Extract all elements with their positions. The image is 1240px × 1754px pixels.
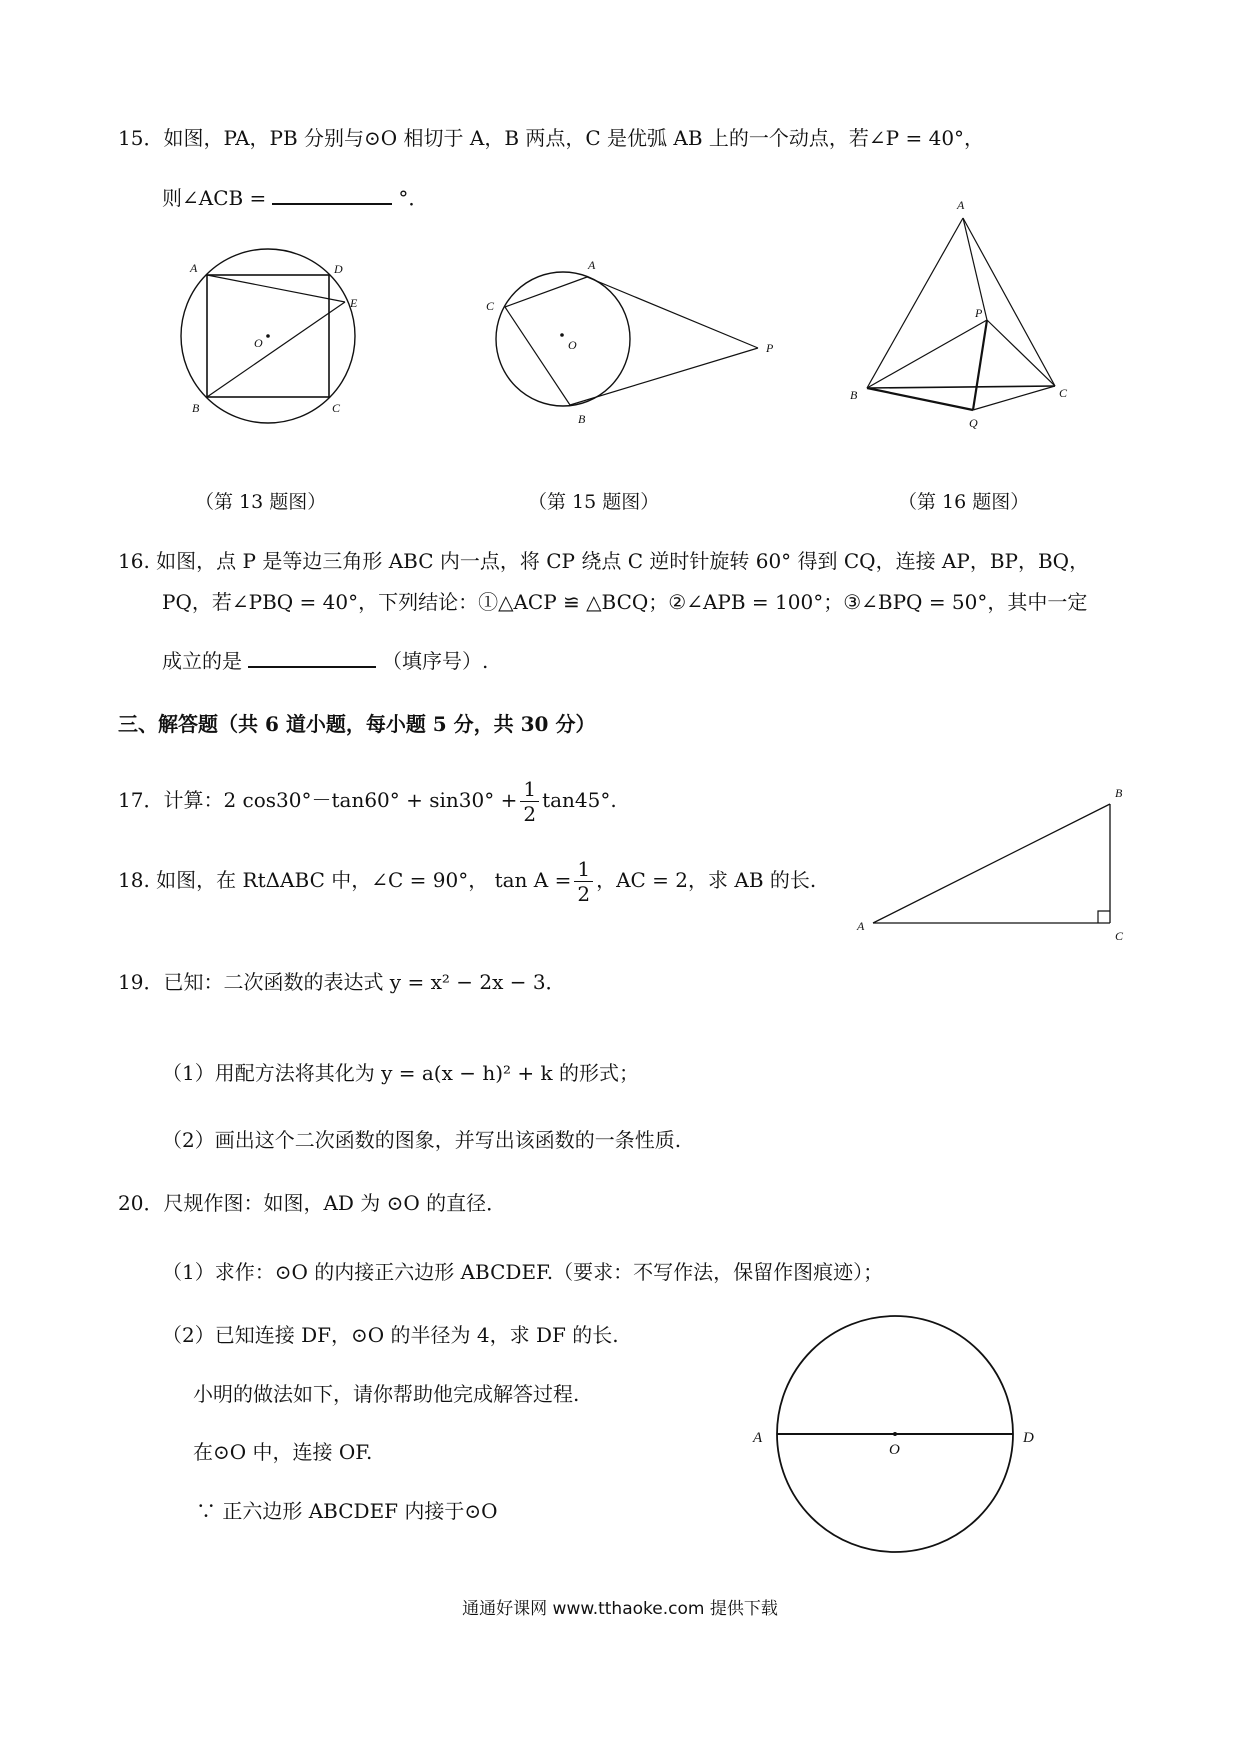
figure-16-diagram [845,195,1095,445]
caption-figure-16: （第 16 题图） [898,491,1030,513]
q16-line1: 16. 如图，点 P 是等边三角形 ABC 内一点，将 CP 绕点 C 逆时针旋转 60° 得到 CQ，连接 AP，BP，BQ， [118,549,1090,573]
caption-figure-15: （第 15 题图） [528,491,660,513]
q20-sub2: （2）已知连接 DF，⊙O 的半径为 4，求 DF 的长. [162,1323,619,1347]
fig20-label-a: A [753,1430,763,1446]
figure-15-diagram [480,255,780,435]
fig15-label-o: O [568,338,577,352]
fig16-label-p: P [975,306,983,320]
caption-figure-13: （第 13 题图） [195,491,327,513]
fig13-label-o: O [254,336,263,350]
figure-18-triangle [855,780,1155,950]
section-three-heading: 三、解答题（共 6 道小题，每小题 5 分，共 30 分） [118,712,596,736]
q20-para3: ∵ 正六边形 ABCDEF 内接于⊙O [196,1499,498,1523]
fig15-label-a: A [588,258,596,272]
q17-prefix: 17．计算：2 cos30°－tan60° + sin30° + [118,788,518,812]
q17-fraction-denominator: 2 [523,802,537,826]
fig20-label-d: D [1023,1430,1034,1446]
q18-line [118,850,816,910]
fig15-label-p: P [766,341,774,355]
fig16-label-a: A [957,198,965,212]
q18-fraction [574,857,593,906]
fig16-label-c: C [1059,386,1068,400]
fig13-label-a: A [190,261,198,275]
q16-line3-prefix: 成立的是 [162,649,242,673]
answer-blank-q16[interactable] [248,644,376,668]
q18-suffix: ，AC = 2，求 AB 的长. [596,868,817,892]
fig18-label-c: C [1115,929,1124,943]
q15-line2 [162,181,428,212]
figure-13-diagram [170,240,370,440]
q19-sub1: （1）用配方法将其化为 y = a(x − h)² + k 的形式； [162,1061,639,1085]
q19-sub2: （2）画出这个二次函数的图象，并写出该函数的一条性质. [162,1128,682,1152]
fig18-label-b: B [1115,786,1123,800]
fig13-label-e: E [350,296,358,310]
figure-20-circle [745,1308,1065,1568]
q15-line1: 15．如图，PA，PB 分别与⊙O 相切于 A，B 两点，C 是优弧 AB 上的一个动点，若∠P = 40°， [118,126,985,150]
fig16-label-q: Q [969,416,978,430]
q16-line3 [162,644,488,675]
fig13-label-c: C [332,401,341,415]
q19-line1: 19．已知：二次函数的表达式 y = x² − 2x − 3． [118,970,566,994]
page-footer: 通通好课网 www.tthaoke.com 提供下载 [462,1599,778,1619]
q18-prefix: 18. 如图，在 RtΔABC 中，∠C = 90°， tan A = [118,868,572,892]
q15-line2-suffix: °． [398,186,429,210]
q18-fraction-numerator: 1 [574,857,593,882]
q16-line2: PQ，若∠PBQ = 40°，下列结论：①△ACP ≌ △BCQ；②∠APB = 100°；③∠BPQ = 50°，其中一定 [162,590,1088,614]
fig16-label-b: B [850,388,858,402]
fig15-label-b: B [578,412,586,426]
fig13-label-d: D [334,262,343,276]
q18-fraction-denominator: 2 [577,882,591,906]
q17-fraction-numerator: 1 [520,777,539,802]
fig13-label-b: B [192,401,200,415]
q20-para2: 在⊙O 中，连接 OF. [193,1440,373,1464]
q20-sub1: （1）求作：⊙O 的内接正六边形 ABCDEF.（要求：不写作法，保留作图痕迹）； [162,1260,884,1284]
fig15-label-c: C [486,299,495,313]
fig18-label-a: A [857,919,865,933]
fig20-label-o: O [889,1442,900,1458]
q15-line2-prefix: 则∠ACB = [162,186,267,210]
q17-line [118,770,617,830]
q20-para1: 小明的做法如下，请你帮助他完成解答过程. [193,1382,580,1406]
q16-line3-suffix: （填序号）. [382,649,489,673]
answer-blank-q15[interactable] [272,181,392,205]
q17-fraction [520,777,539,826]
q20-line1: 20．尺规作图：如图，AD 为 ⊙O 的直径． [118,1191,507,1215]
q17-suffix: tan45°. [542,788,617,812]
